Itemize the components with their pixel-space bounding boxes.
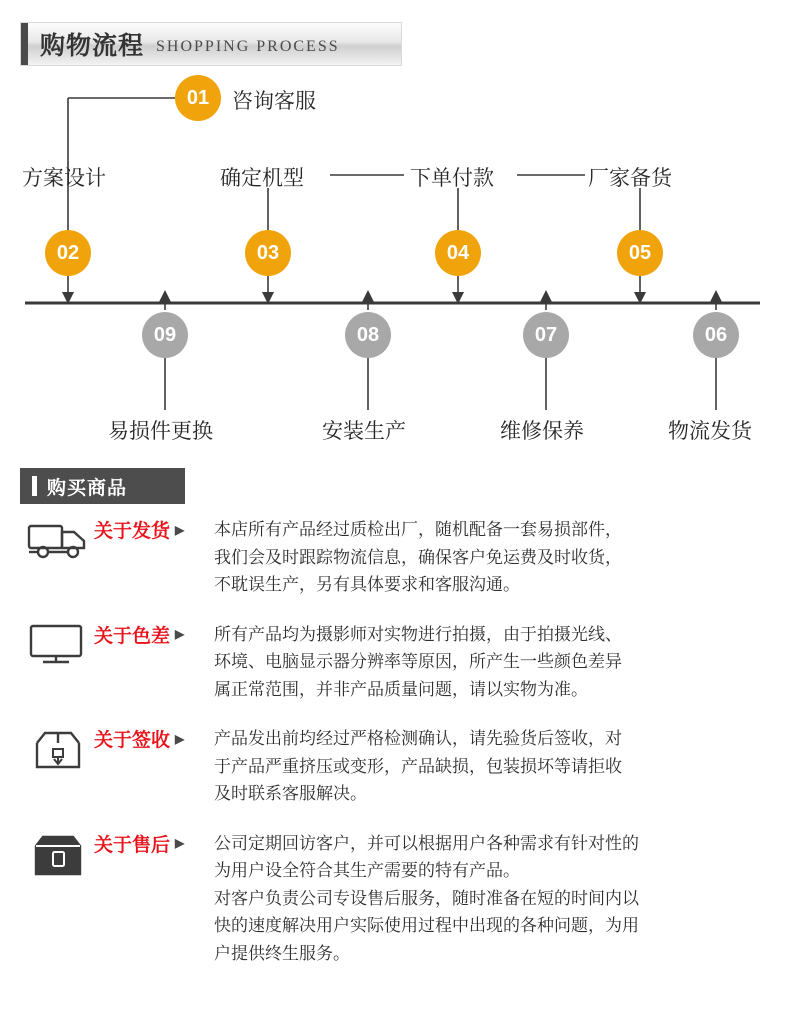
list-item <box>0 830 800 968</box>
note-line: 及时联系客服解决。 <box>214 784 367 804</box>
note-body-aftersales <box>214 830 657 968</box>
note-title-receipt-text: 关于签收 <box>94 730 171 752</box>
note-line: 为用户设全符合其生产需要的特有产品。 <box>214 861 520 881</box>
header-title-cn: 购物流程 <box>40 32 145 60</box>
truck-icon <box>22 516 94 562</box>
shopping-process-flowchart <box>0 70 800 460</box>
flow-node-01-label: 咨询客服 <box>232 90 316 113</box>
flow-node-03-label: 确定机型 <box>220 167 304 190</box>
sealed-box-icon <box>22 830 94 882</box>
chevron-right-icon: ▶ <box>175 522 185 537</box>
header-title-en: SHOPPING PROCESS <box>156 38 340 55</box>
note-line: 公司定期回访客户，并可以根据用户各种需求有针对性的 <box>214 833 639 853</box>
flow-node-01-badge: 01 <box>175 75 221 121</box>
note-line: 本店所有产品经过质检出厂，随机配备一套易损部件， <box>214 520 622 539</box>
flowchart-connectors <box>0 70 800 460</box>
flow-node-03-badge: 03 <box>245 230 291 276</box>
note-body-shipping <box>214 516 640 599</box>
note-title-shipping-text: 关于发货 <box>94 521 171 542</box>
note-title-aftersales <box>94 830 214 857</box>
purchase-notes-list <box>0 516 800 989</box>
chevron-right-icon: ▶ <box>175 731 185 746</box>
note-line: 不耽误生产，另有具体要求和客服沟通。 <box>214 575 520 595</box>
flow-node-05-badge: 05 <box>617 230 663 276</box>
subheader-title: 购买商品 <box>47 477 128 499</box>
note-line: 属正常范围，并非产品质量问题，请以实物为准。 <box>214 679 588 699</box>
note-line: 户提供终生服务。 <box>214 943 350 963</box>
flow-node-09-badge: 09 <box>142 312 188 358</box>
flow-node-04-badge: 04 <box>435 230 481 276</box>
flow-node-09-label: 易损件更换 <box>108 420 213 443</box>
note-line: 快的速度解决用户实际使用过程中出现的各种问题，为用 <box>214 916 639 936</box>
list-item <box>0 621 800 704</box>
note-title-shipping <box>94 516 214 543</box>
flow-node-06-label: 物流发货 <box>668 420 752 443</box>
note-line: 产品发出前均经过严格检测确认，请先验货后签收，对 <box>214 729 622 749</box>
list-item <box>0 725 800 808</box>
flow-node-06-badge: 06 <box>693 312 739 358</box>
flow-node-04-label: 下单付款 <box>410 167 494 190</box>
note-title-color <box>94 621 214 648</box>
note-body-receipt <box>214 725 640 808</box>
open-box-icon <box>22 725 94 775</box>
flow-node-05-label: 厂家备货 <box>588 167 672 190</box>
chevron-right-icon: ▶ <box>175 836 185 851</box>
note-body-color <box>214 621 640 704</box>
note-line: 对客户负责公司专设售后服务，随时准备在短的时间内以 <box>214 888 639 908</box>
flow-node-08-label: 安装生产 <box>322 420 406 443</box>
note-title-aftersales-text: 关于售后 <box>94 834 171 856</box>
note-line: 于产品严重挤压或变形，产品缺损，包装损坏等请拒收 <box>214 756 622 776</box>
flow-node-02-label: 方案设计 <box>22 167 106 190</box>
chevron-right-icon: ▶ <box>175 627 185 642</box>
subheader-accent-bar <box>32 476 37 496</box>
note-title-receipt <box>94 725 214 752</box>
monitor-icon <box>22 621 94 667</box>
section-header-purchase-notes <box>20 468 185 504</box>
section-header-shopping-process <box>20 22 402 66</box>
note-line: 所有产品均为摄影师对实物进行拍摄，由于拍摄光线、 <box>214 624 622 644</box>
note-line: 环境、电脑显示器分辨率等原因，所产生一些颜色差异 <box>214 652 622 672</box>
note-line: 我们会及时跟踪物流信息，确保客户免运费及时收货， <box>214 547 622 567</box>
list-item <box>0 516 800 599</box>
flow-node-08-badge: 08 <box>345 312 391 358</box>
header-accent-bar <box>21 23 28 65</box>
flow-node-02-badge: 02 <box>45 230 91 276</box>
flow-node-07-badge: 07 <box>523 312 569 358</box>
note-title-color-text: 关于色差 <box>94 625 171 647</box>
flow-node-07-label: 维修保养 <box>500 420 584 443</box>
